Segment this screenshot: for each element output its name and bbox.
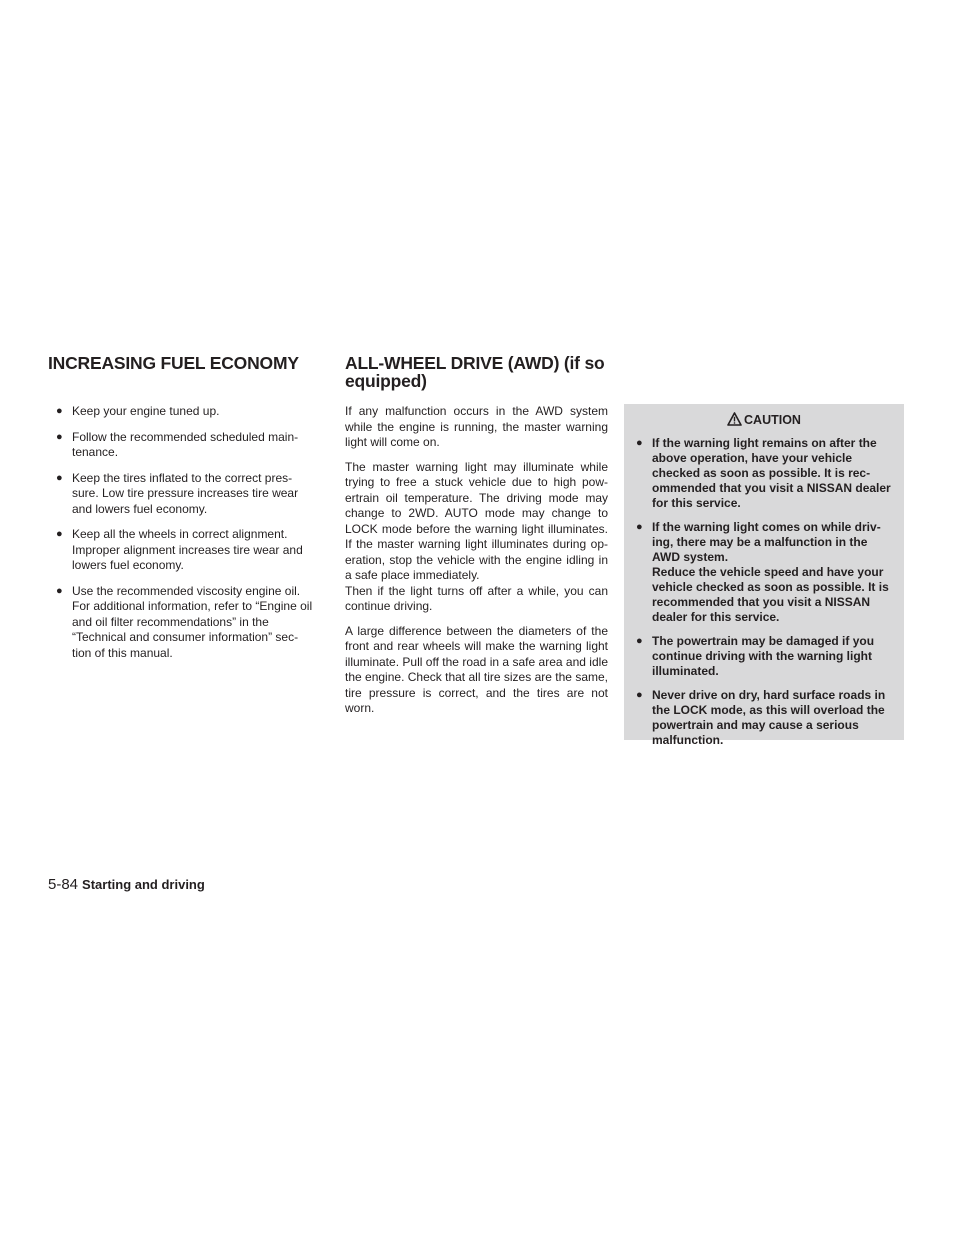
bullet-icon: ●	[56, 430, 63, 443]
caution-list	[636, 436, 898, 757]
section-heading-fuel-economy: INCREASING FUEL ECONOMY	[48, 353, 299, 373]
list-item: ● Follow the recommended scheduled main- tenance.	[56, 429, 299, 459]
fuel-economy-list	[56, 404, 319, 661]
bullet-icon: ●	[56, 584, 63, 597]
bullet-icon: ●	[636, 521, 643, 533]
list-item: ● Keep your engine tuned up.	[56, 404, 220, 418]
awd-paragraph: A large difference between the diameters of the front and rear wheels will make the warning light illuminate. Pull off the road in a safe area and idle the engine. Check that all tire sizes are the same, tire pressure is correct, and the tires are not worn.	[345, 623, 608, 715]
awd-column	[345, 404, 608, 726]
awd-paragraph: Then if the light turns off after a while, you can continue driving.	[345, 583, 608, 613]
caution-item: ● If the warning light remains on after the above operation, have your vehicle checked as soon as possible. It is rec- ommended that you visit a NISSAN dealer for this service.	[636, 436, 891, 510]
bullet-icon: ●	[636, 689, 643, 701]
caution-item: ● The powertrain may be damaged if you continue driving with the warning light illuminated.	[636, 634, 875, 678]
list-item: ● Keep all the wheels in correct alignment. Improper alignment increases tire wear and lowers fuel economy.	[56, 527, 303, 572]
caution-box	[624, 404, 904, 747]
bullet-icon: ●	[636, 437, 643, 449]
page-footer	[48, 876, 205, 893]
fuel-economy-column	[56, 404, 319, 671]
list-item: ● Keep the tires inflated to the correct pres- sure. Low tire pressure increases tire wear and lowers fuel economy.	[56, 470, 299, 516]
bullet-icon: ●	[56, 405, 63, 417]
page-number: 5-84	[48, 876, 79, 893]
bullet-icon: ●	[56, 528, 63, 540]
caution-title: CAUTION	[624, 412, 904, 427]
section-heading-awd: ALL-WHEEL DRIVE (AWD) (if so equipped)	[345, 353, 605, 391]
caution-item: ● If the warning light comes on while driv- ing, there may be a malfunction in the AWD system. Reduce the vehicle speed and have your vehicle checked as soon as possible. It is recommended that you visit a NISSAN dealer for this service.	[636, 520, 889, 624]
bullet-icon: ●	[636, 635, 643, 647]
awd-paragraph: The master warning light may illuminate while trying to free a stuck vehicle due to high pow- ertrain oil temperature. The driving mode may change to 2WD. AUTO mode may change to LOCK mode before the warning light illuminates. If the master warning light illuminates during op- eration, stop the vehicle with the engine idling in a safe place immediately.	[345, 459, 608, 582]
bullet-icon: ●	[56, 471, 63, 484]
caution-item: ● Never drive on dry, hard surface roads in the LOCK mode, as this will overload the powertrain and may cause a serious malfunction.	[636, 688, 886, 747]
section-name: Starting and driving	[82, 877, 205, 892]
warning-triangle-icon	[727, 412, 742, 426]
list-item: ● Use the recommended viscosity engine oil. For additional information, refer to “Engine oil and oil filter recommendations” in the “Technical and consumer information” sec- tion of this manual.	[56, 583, 313, 660]
awd-paragraph: If any malfunction occurs in the AWD system while the engine is running, the master warning light will come on.	[345, 404, 608, 449]
